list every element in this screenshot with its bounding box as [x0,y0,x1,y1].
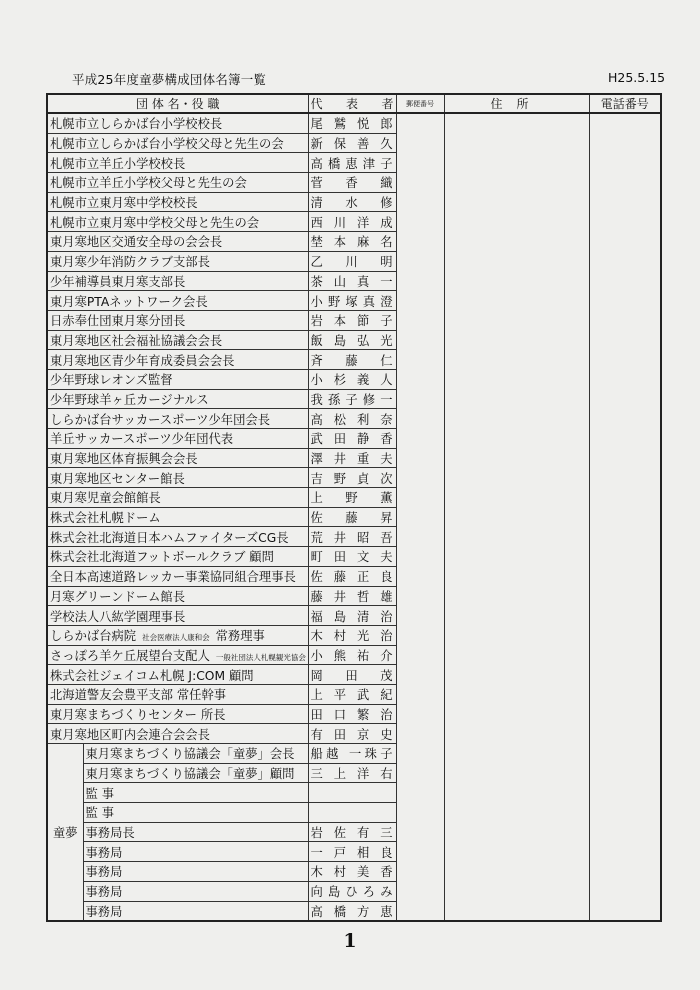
group-representative-cell [308,783,396,803]
group-role-cell: 監 事 [83,783,308,803]
representative-cell: 藤井哲雄 [308,586,396,606]
representative-cell: 尾鷲悦郎 [308,113,396,133]
group-representative-cell: 一戸相良 [308,842,396,862]
representative-cell: 新保善久 [308,133,396,153]
org-cell: 羊丘サッカースポーツ少年団代表 [47,429,308,449]
representative-cell: 埜本麻名 [308,232,396,252]
org-cell: 札幌市立羊丘小学校父母と先生の会 [47,173,308,193]
group-representative-cell: 高橋方恵 [308,901,396,921]
org-cell: 東月寒地区青少年育成委員会会長 [47,350,308,370]
org-cell: 札幌市立しらかば台小学校校長 [47,113,308,133]
postal-column [396,113,444,921]
org-cell: 株式会社ジェイコム札幌 J:COM 顧問 [47,665,308,685]
representative-cell: 澤井重夫 [308,448,396,468]
representative-cell: 小野塚真澄 [308,291,396,311]
group-role-cell: 事務局長 [83,822,308,842]
group-role-cell: 事務局 [83,901,308,921]
org-cell: 東月寒地区センター館長 [47,468,308,488]
org-cell: 札幌市立東月寒中学校校長 [47,192,308,212]
representative-cell: 佐藤正良 [308,566,396,586]
org-affiliation: 一般社団法人札幌観光協会 [215,652,306,662]
org-cell: 東月寒少年消防クラブ支部長 [47,251,308,271]
org-cell: 東月寒地区交通安全母の会会長 [47,232,308,252]
org-cell: 学校法人八紘学園理事長 [47,606,308,626]
header-postal-code: 郵便番号 [396,94,444,113]
org-cell: 株式会社北海道日本ハムファイターズCG長 [47,527,308,547]
representative-cell: 高松利奈 [308,409,396,429]
header-representative: 代表者 [308,94,396,113]
group-role-cell: 東月寒まちづくり協議会「童夢」顧問 [83,763,308,783]
representative-cell: 斉藤仁 [308,350,396,370]
representative-cell: 我孫子修一 [308,389,396,409]
phone-column [589,113,661,921]
representative-cell: 西川洋成 [308,212,396,232]
representative-cell: 上野薫 [308,488,396,508]
org-name: さっぽろ羊ケ丘展望台支配人 [50,648,210,663]
group-label: 童夢 [47,744,83,922]
representative-cell: 小熊祐介 [308,645,396,665]
org-cell: 日赤奉仕団東月寒分団長 [47,310,308,330]
org-cell: 東月寒児童会館館長 [47,488,308,508]
org-cell: 北海道警友会豊平支部 常任幹事 [47,684,308,704]
org-cell: 株式会社札幌ドーム [47,507,308,527]
group-representative-cell: 向島ひろみ [308,881,396,901]
group-role-cell: 事務局 [83,842,308,862]
org-cell: 東月寒まちづくりセンター 所長 [47,704,308,724]
org-cell [47,645,308,665]
table-row [47,113,661,133]
group-representative-cell: 岩佐有三 [308,822,396,842]
header-org: 団 体 名・役 職 [47,94,308,113]
representative-cell: 上平武紀 [308,684,396,704]
group-representative-cell: 三上洋右 [308,763,396,783]
org-affiliation: 社会医療法人康和会 [142,633,210,643]
header-phone: 電話番号 [589,94,661,113]
org-cell: 全日本高速道路レッカー事業協同組合理事長 [47,566,308,586]
representative-cell: 有田京史 [308,724,396,744]
org-cell: 株式会社北海道フットボールクラブ 顧問 [47,547,308,567]
roster-table [46,93,662,922]
group-representative-cell: 船越 一珠子 [308,744,396,764]
representative-cell: 田口繁治 [308,704,396,724]
org-cell: 東月寒地区社会福祉協議会会長 [47,330,308,350]
representative-cell: 木村光治 [308,625,396,645]
page-number: 1 [343,930,357,952]
org-cell [47,625,308,645]
address-column [444,113,589,921]
representative-cell: 岩本節子 [308,310,396,330]
group-role-cell: 事務局 [83,862,308,882]
roster-body [47,113,661,921]
representative-cell: 小杉義人 [308,369,396,389]
representative-cell: 福島清治 [308,606,396,626]
representative-cell: 吉野貞次 [308,468,396,488]
representative-cell: 佐藤昇 [308,507,396,527]
org-cell: 東月寒PTAネットワーク会長 [47,291,308,311]
org-cell: 札幌市立羊丘小学校校長 [47,153,308,173]
representative-cell: 岡田茂 [308,665,396,685]
representative-cell: 茶山真一 [308,271,396,291]
representative-cell: 荒井昭吾 [308,527,396,547]
representative-cell: 飯島弘光 [308,330,396,350]
representative-cell: 乙川明 [308,251,396,271]
org-cell: しらかば台サッカースポーツ少年団会長 [47,409,308,429]
org-name: しらかば台病院 [50,629,137,644]
org-cell: 札幌市立しらかば台小学校父母と先生の会 [47,133,308,153]
org-cell: 札幌市立東月寒中学校父母と先生の会 [47,212,308,232]
org-cell: 少年補導員東月寒支部長 [47,271,308,291]
org-cell: 月寒グリーンドーム館長 [47,586,308,606]
group-role-cell: 監 事 [83,803,308,823]
org-cell: 少年野球レオンズ監督 [47,369,308,389]
representative-cell: 清水修 [308,192,396,212]
document-date: H25.5.15 [608,70,666,85]
group-role-cell: 東月寒まちづくり協議会「童夢」会長 [83,744,308,764]
representative-cell: 菅香織 [308,173,396,193]
representative-cell: 高橋恵津子 [308,153,396,173]
group-representative-cell: 木村美香 [308,862,396,882]
representative-cell: 町田文夫 [308,547,396,567]
org-cell: 少年野球羊ヶ丘カージナルス [47,389,308,409]
group-role-cell: 事務局 [83,881,308,901]
representative-cell: 武田静香 [308,429,396,449]
org-cell: 東月寒地区体育振興会会長 [47,448,308,468]
header-address: 住所 [444,94,589,113]
document-title: 平成25年度童夢構成団体名簿一覧 [72,72,267,87]
header-row [47,94,661,113]
group-representative-cell [308,803,396,823]
org-role: 常務理事 [215,629,265,644]
org-cell: 東月寒地区町内会連合会会長 [47,724,308,744]
